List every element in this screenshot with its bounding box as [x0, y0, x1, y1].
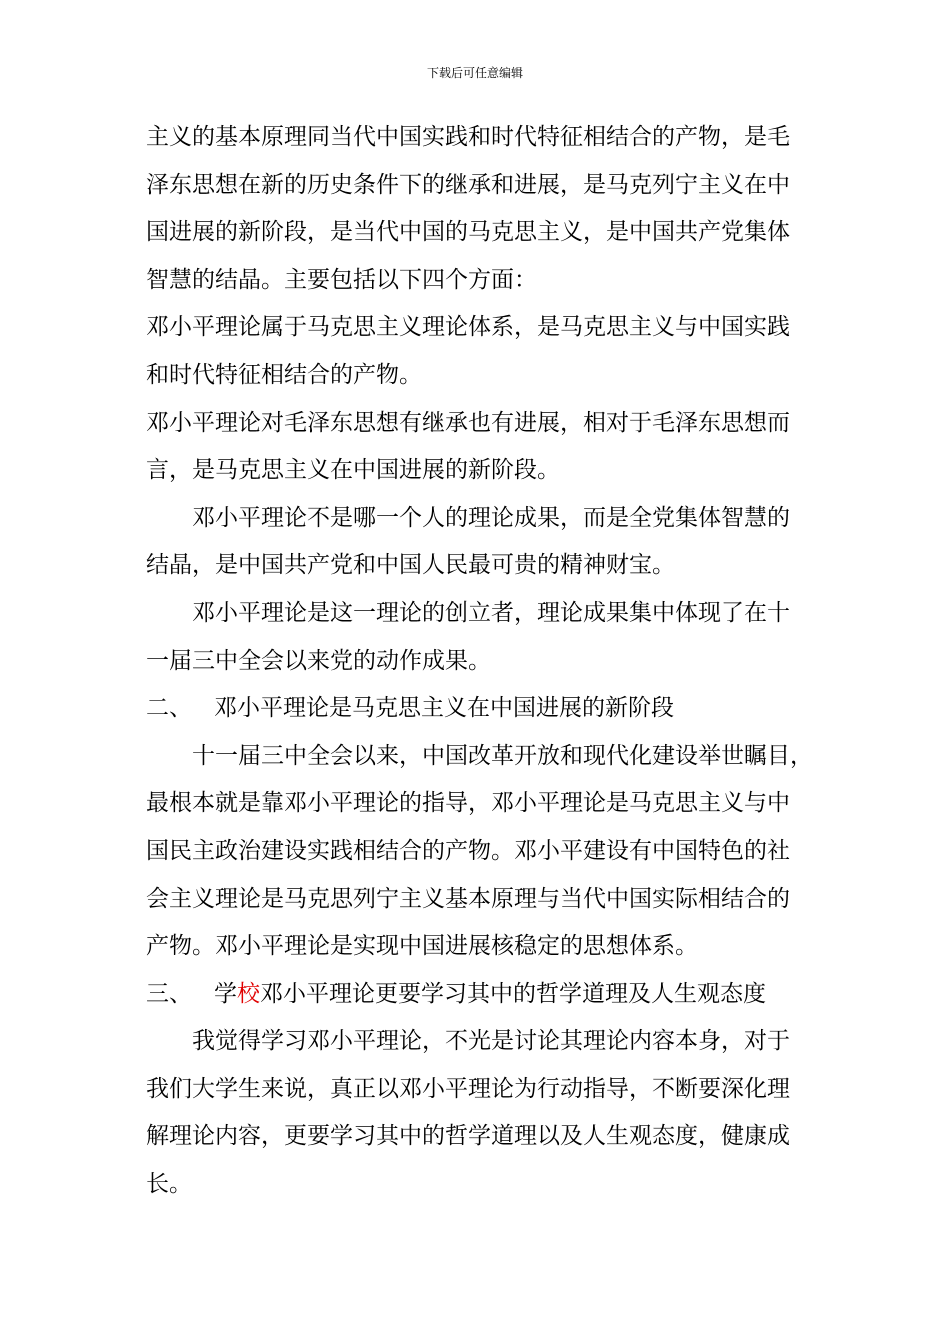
- section-title-part: 学: [214, 980, 237, 1007]
- text-line: 最根本就是靠邓小平理论的指导，邓小平理论是马克思主义与中: [146, 790, 790, 817]
- text-line: 国进展的新阶段，是当代中国的马克思主义，是中国共产党集体: [146, 219, 790, 246]
- document-body: [146, 114, 811, 1209]
- text-line: 十一届三中全会以来，中国改革开放和现代化建设举世瞩目，: [192, 742, 813, 769]
- text-line: 产物。邓小平理论是实现中国进展核稳定的思想体系。: [146, 933, 698, 960]
- text-line: 会主义理论是马克思列宁主义基本原理与当代中国实际相结合的: [146, 885, 790, 912]
- text-line: 国民主政治建设实践相结合的产物。邓小平建设有中国特色的社: [146, 837, 790, 864]
- section-title: 邓小平理论是马克思主义在中国进展的新阶段: [214, 695, 674, 722]
- text-line: 一届三中全会以来党的动作成果。: [146, 647, 491, 674]
- text-line: 解理论内容，更要学习其中的哲学道理以及人生观态度，健康成: [146, 1123, 790, 1150]
- text-line: 结晶，是中国共产党和中国人民最可贵的精神财宝。: [146, 552, 675, 579]
- text-line: 言，是马克思主义在中国进展的新阶段。: [146, 457, 560, 484]
- section-number: 二、: [146, 695, 192, 722]
- text-line: 邓小平理论不是哪一个人的理论成果，而是全党集体智慧的: [192, 504, 790, 531]
- highlighted-character: 校: [237, 980, 260, 1007]
- section-number: 三、: [146, 980, 192, 1007]
- text-line: 我们大学生来说，真正以邓小平理论为行动指导，不断要深化理: [146, 1075, 790, 1102]
- text-line: 我觉得学习邓小平理论，不光是讨论其理论内容本身，对于: [192, 1028, 790, 1055]
- text-line: 邓小平理论属于马克思主义理论体系，是马克思主义与中国实践: [146, 314, 790, 341]
- text-line: 泽东思想在新的历史条件下的继承和进展，是马克列宁主义在中: [146, 171, 790, 198]
- text-line: 邓小平理论对毛泽东思想有继承也有进展，相对于毛泽东思想而: [146, 409, 790, 436]
- section-heading: [146, 685, 811, 733]
- text-line: 和时代特征相结合的产物。: [146, 361, 422, 388]
- page-header: 下载后可任意编辑: [426, 66, 523, 80]
- text-line: 智慧的结晶。主要包括以下四个方面：: [146, 266, 537, 293]
- section-title-part: 邓小平理论更要学习其中的哲学道理及人生观态度: [260, 980, 766, 1007]
- section-heading: [146, 971, 811, 1019]
- text-line: 长。: [146, 1171, 192, 1198]
- text-line: 邓小平理论是这一理论的创立者，理论成果集中体现了在十: [192, 599, 790, 626]
- text-line: 主义的基本原理同当代中国实践和时代特征相结合的产物，是毛: [146, 124, 790, 150]
